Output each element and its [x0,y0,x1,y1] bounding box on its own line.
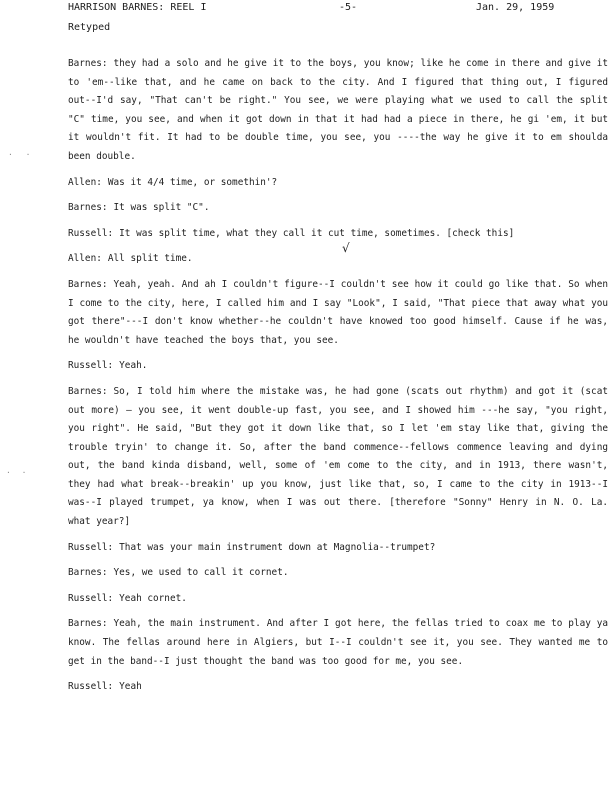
speaker-label: Russell: [68,592,114,604]
transcript-paragraph [68,357,608,376]
retyped-label: Retyped [68,22,111,33]
speaker-label: Russell: [68,681,114,693]
transcript-paragraph [68,55,608,167]
paragraph-text: All split time. [107,253,193,265]
paragraph-text: Yeah [119,681,142,693]
speaker-label: Allen: [68,253,102,265]
paragraph-text: Yeah cornet. [119,592,187,604]
paragraph-text: they had a solo and he give it to the boys, you know; like he come in there and give it to 'em--like that, and he came on back to the city. And I figured that thing out, I figured out--I'd say, "That can't be right." You see, we were playing what we used to call the split "C" time, you see, and when it got down in that it had had a piece in there, he gi 'em, it but it wouldn't fit. It had to be double time, you see, you ----the way he give it to em shoulda been double. [68,58,608,162]
transcript-body [68,55,608,704]
paragraph-text: That was your main instrument down at Magnolia--trumpet? [119,541,436,553]
speaker-label: Barnes: [68,385,108,397]
speaker-label: Russell: [68,541,114,553]
paragraph-text: So, I told him where the mistake was, he had gone (scats out rhythm) and got it (scat out more) — you see, it went double-up fast, you see, and I showed him ---he say, "you right, you right". He said, "But they got it down like that, so I let 'em stay like that, giving the trouble tryin' to change it. So, after the band commence--fellows commence leaving and dying out, the band kinda disband, well, some of 'em come to the city, and in 1913, there wasn't, they had what break--breakin' up you know, just like that, so, I came to the city in 1913--I was--I played trumpet, ya know, when I was out there. [therefore "Sonny" Henry in N. O. La. what year?] [68,385,608,528]
transcript-paragraph [68,615,608,671]
speaker-label: Russell: [68,360,114,372]
transcript-paragraph [68,174,608,193]
paragraph-text: Yeah. [119,360,148,372]
paragraph-text: It was split time, what they call it cut time, sometimes. [check this] [119,227,515,239]
transcript-paragraph [68,199,608,218]
transcript-paragraph [68,590,608,609]
speaker-label: Barnes: [68,278,108,290]
transcript-paragraph [68,383,608,532]
paragraph-text: Yeah, yeah. And ah I couldn't figure--I couldn't see how it could go like that. So when I come to the city, here, I called him and I say "Look", I said, "That piece that away what you got there"---I don't know whether--he couldn't have knowed too good himself. Cause if he was, he wouldn't have teached the boys that, you see. [68,278,608,346]
check-mark-icon: √ [342,241,350,255]
margin-dots: · · [6,468,30,477]
speaker-label: Barnes: [68,618,108,630]
speaker-label: Russell: [68,227,114,239]
transcript-paragraph [68,678,608,697]
margin-dots: · · [8,150,35,159]
paragraph-text: Yeah, the main instrument. And after I got here, the fellas tried to coax me to play ya know. The fellas around here in Algiers, but I--I couldn't see it, you see. They wanted me to get in the band--I just thought the band was too good for me, you see. [68,618,608,667]
speaker-label: Barnes: [68,567,108,579]
transcript-paragraph [68,276,608,350]
paragraph-text: Yes, we used to call it cornet. [113,567,289,579]
speaker-label: Allen: [68,176,102,188]
speaker-label: Barnes: [68,58,108,69]
header-date: Jan. 29, 1959 [476,2,555,13]
paragraph-text: It was split "C". [113,202,210,214]
transcript-paragraph [68,250,608,269]
header-name-reel: HARRISON BARNES: REEL I [68,2,207,13]
paragraph-text: Was it 4/4 time, or somethin'? [107,176,278,188]
transcript-paragraph [68,539,608,558]
transcript-paragraph [68,564,608,583]
transcript-paragraph [68,225,608,244]
page-number: -5- [339,2,358,13]
speaker-label: Barnes: [68,202,108,214]
